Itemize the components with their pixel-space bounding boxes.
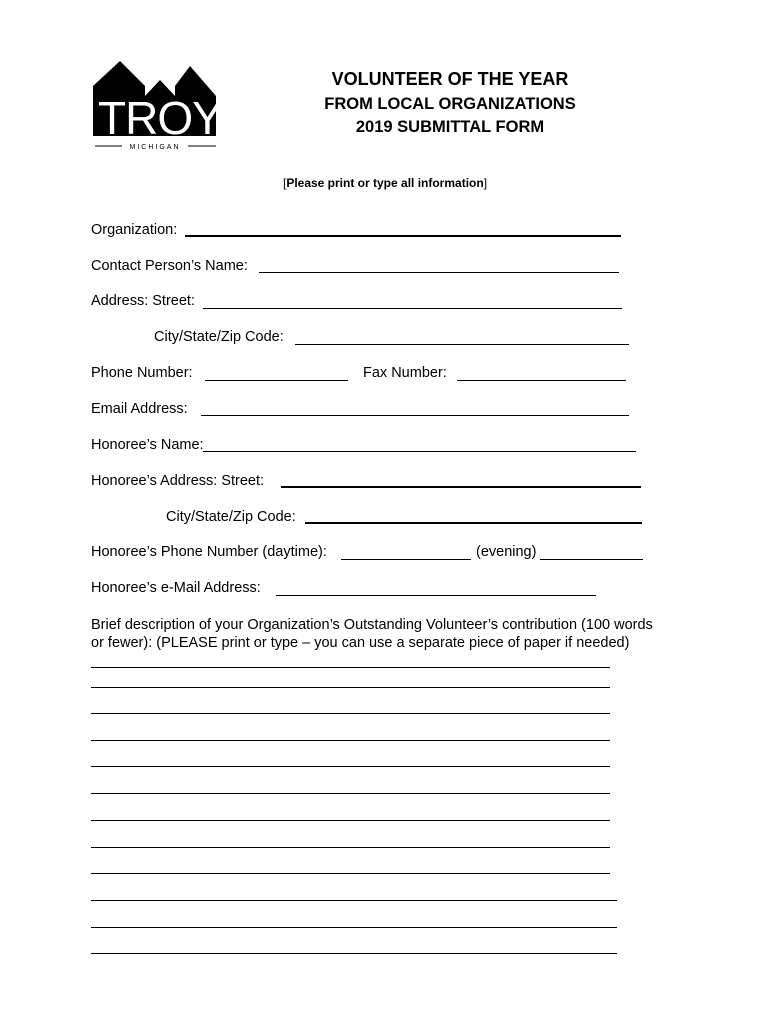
description-line[interactable]: [91, 713, 610, 714]
logo-text: TROY: [98, 92, 220, 144]
honoree-phone-label: Honoree’s Phone Number (daytime):: [91, 544, 327, 560]
form-subtitle: FROM LOCAL ORGANIZATIONS: [324, 95, 576, 113]
honoree-name-label: Honoree’s Name:: [91, 437, 204, 453]
email-field[interactable]: [201, 415, 629, 416]
instructions: [Please print or type all information]: [282, 176, 488, 190]
address-street-field[interactable]: [203, 308, 622, 309]
description-line-1: Brief description of your Organization’s Outstanding Volunteer’s contribution (100 words: [91, 617, 653, 633]
organization-field[interactable]: [185, 235, 621, 237]
description-prompt: [91, 616, 691, 652]
description-line[interactable]: [91, 820, 610, 821]
instructions-text: Please print or type all information: [286, 176, 484, 190]
city-state-zip-label: City/State/Zip Code:: [154, 329, 284, 345]
organization-label: Organization:: [91, 222, 178, 238]
description-line[interactable]: [91, 927, 617, 928]
description-line[interactable]: [91, 900, 617, 901]
honoree-address-label: Honoree’s Address: Street:: [91, 473, 265, 489]
honoree-evening-label: (evening): [476, 544, 537, 560]
address-street-label: Address: Street:: [91, 293, 195, 309]
form-title: VOLUNTEER OF THE YEAR: [331, 69, 569, 89]
description-line[interactable]: [91, 687, 610, 688]
city-state-zip-field[interactable]: [295, 344, 629, 345]
email-label: Email Address:: [91, 401, 188, 417]
honoree-email-field[interactable]: [276, 595, 596, 596]
contact-name-field[interactable]: [259, 272, 619, 273]
honoree-phone-evening-field[interactable]: [540, 559, 643, 560]
troy-logo: [90, 58, 220, 153]
fax-field[interactable]: [457, 380, 626, 381]
description-line-2: or fewer): (PLEASE print or type – you can use a separate piece of paper if needed): [91, 635, 630, 651]
honoree-city-field[interactable]: [305, 522, 642, 524]
description-line[interactable]: [91, 766, 610, 767]
description-line[interactable]: [91, 740, 610, 741]
honoree-phone-daytime-field[interactable]: [341, 559, 471, 560]
honoree-address-field[interactable]: [281, 486, 641, 488]
form-year-title: 2019 SUBMITTAL FORM: [355, 118, 545, 136]
phone-label: Phone Number:: [91, 365, 193, 381]
troy-logo-graphic: [90, 58, 220, 153]
phone-field[interactable]: [205, 380, 348, 381]
honoree-name-field[interactable]: [203, 451, 636, 452]
honoree-email-label: Honoree’s e-Mail Address:: [91, 580, 261, 596]
description-line[interactable]: [91, 847, 610, 848]
contact-name-label: Contact Person’s Name:: [91, 258, 248, 274]
logo-subtext: MICHIGAN: [129, 144, 181, 151]
description-line[interactable]: [91, 873, 610, 874]
description-line[interactable]: [91, 793, 610, 794]
description-line[interactable]: [91, 953, 617, 954]
honoree-city-label: City/State/Zip Code:: [166, 509, 296, 525]
description-line[interactable]: [91, 667, 610, 668]
fax-label: Fax Number:: [363, 365, 447, 381]
